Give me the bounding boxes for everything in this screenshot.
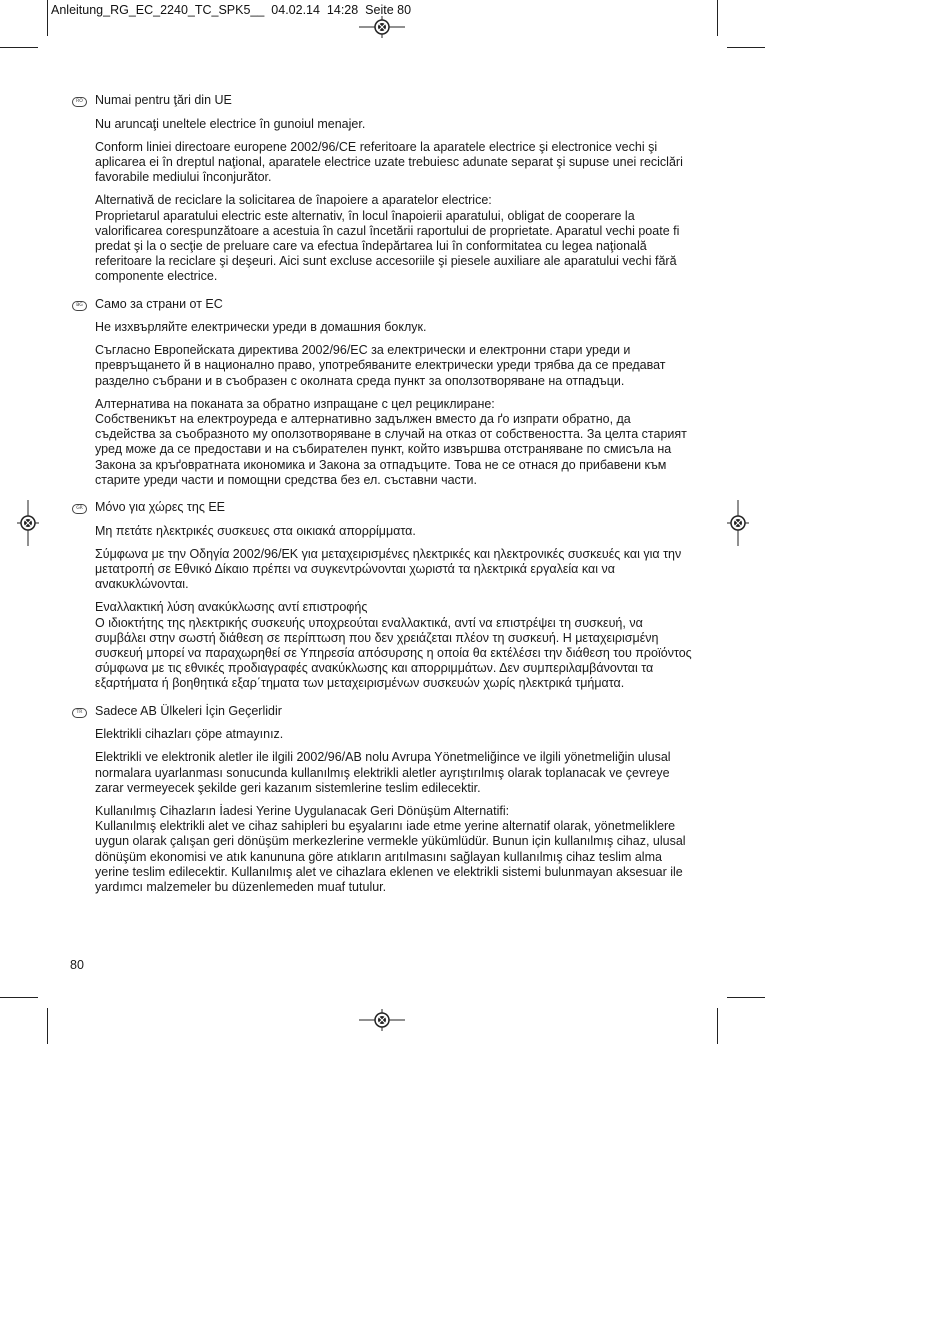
slug-time: 14:28	[326, 3, 359, 17]
crop-mark	[0, 47, 38, 48]
section-title: Μόνο για χώρες της ΕΕ	[95, 500, 225, 515]
crop-mark	[0, 997, 38, 998]
registration-mark-icon	[17, 500, 39, 546]
section-heading	[72, 93, 692, 109]
crop-mark	[727, 47, 765, 48]
paragraph: Σύμφωνα με την Οδηγία 2002/96/ΕΚ για μεταχειρισμένες ηλεκτρικές και ηλεκτρονικές συσκευές και για την μετατροπή σε Εθνικό Δίκαιο πρέπει να συγκεντρώνονται χωριστά τα ηλεκτρικά εργαλεία και να ανακυκλώνονται.	[95, 546, 682, 592]
registration-mark-icon	[359, 1009, 405, 1031]
paragraph: Conform liniei directoare europene 2002/96/CE referitoare la aparatele electrice şi electronice vechi şi aplicarea ei în dreptul naţional, aparatele electrice uzate trebuiesc adunate separat şi supuse unei reciclări favorabile mediului înconjurător.	[95, 139, 683, 185]
section-tr	[72, 704, 692, 896]
paragraph: Алтернатива на поканата за обратно изпращане с цел рециклиране: Собственикът на електроуреда е алтернативно задължен вместо да ґо изпрати обратно, да съдейства за съобразното му оползотворяване в случай на отказ от собствеността. За целта старият уред може да се предостави и на събирателен пункт, който извършва отстраняване по смисъла на Закона за кръґовратната икономика и Закона за отпадъците. Това не се отнася до прибавени към старите уреди части и помощни средства без ел. съставни части.	[95, 396, 687, 487]
paragraph: Εναλλακτική λύση ανακύκλωσης αντί επιστροφής Ο ιδιοκτήτης της ηλεκτρικής συσκευής υποχρεούται εναλλακτικά, αντί να επιστρέψει τη συσκευή, να συμβάλει στην σωστή διάθεση σε περίπτωση που δεν χρειάζεται πλέον τη συσκευή. Η μεταχειρισμένη συσκευή μπορεί να παραχωρηθεί σε Υπηρεσία απόσυρσης η οποία θα εκτέλέσει την διάθεση του προϊόντος σύμφωνα με τις εθνικές προδιαγραφές ανακύκλωσης και απορριμμάτων. Δεν συμπεριλαμβάνονται τα εξαρτήματα ή βοηθητικά εξαρ΄τηματα των μεταχειρισμένων συσκευών χωρίς ηλεκτρικά τμήματα.	[95, 600, 692, 691]
registration-mark-icon	[359, 16, 405, 38]
paragraph: Elektrikli cihazları çöpe atmayınız.	[95, 727, 284, 742]
slug-date: 04.02.14	[271, 3, 320, 17]
language-badge-icon: RO	[72, 97, 87, 107]
crop-mark	[717, 0, 718, 36]
paragraph: Kullanılmış Cihazların İadesi Yerine Uygulanacak Geri Dönüşüm Alternatifi: Kullanılmış elektrikli alet ve cihaz sahipleri bu eşyalarını iade etme yerine alternatif olarak, yönetmeliklere uygun olarak çalışan geri dönüşüm merkezlerine vermekle yükümlüdür. Bunun için kullanılmış cihaz, ulusal dönüşüm ekonomisi ve atık kanununa göre atıkların arıtılmasını sağlayan kullanılmış cihaz teslim alma yerine teslim edilecektir. Kullanılmış alet ve cihazlara eklenen ve elektrikli sistemi bulunmayan aksesuar ile yardımcı malzemeler bu düzenlemeden muaf tutulur.	[95, 803, 686, 894]
slug-file: Anleitung_RG_EC_2240_TC_SPK5__	[51, 3, 265, 17]
paragraph: Съгласно Европейската директива 2002/96/ЕС за електрически и електронни стари уреди и превръщането й в национално право, употребяваните електрически уреди трябва да се предават разделно събрани и в съобразен с околната среда пункт за оползотворяване на отпадъци.	[95, 343, 666, 388]
crop-mark	[47, 0, 48, 36]
crop-mark	[727, 997, 765, 998]
section-heading	[72, 500, 692, 516]
paragraph: Alternativă de reciclare la solicitarea de înapoiere a aparatelor electrice: Proprietarul aparatului electric este alternativ, în locul înapoierii aparatului, obligat de cooperare la valorificarea corespunzătoare a acestuia în cazul încetării raportului de proprietate. Aparatul vechi poate fi predat şi la o secţie de preluare care va efectua îndepărtarea lui în conformitatea cu legea naţională referitoare la reciclare şi deşeuri. Aici sunt excluse accesoriile şi piesele auxiliare ale aparatului vechi fără componente electrice.	[95, 193, 680, 284]
section-title: Само за страни от ЕС	[95, 296, 223, 311]
page-number: 80	[70, 958, 84, 972]
section-bg	[72, 297, 692, 489]
paragraph: Не изхвърляйте електрически уреди в домашния боклук.	[95, 320, 427, 335]
registration-mark-icon	[727, 500, 749, 546]
section-heading	[72, 704, 692, 720]
section-gr	[72, 500, 692, 692]
paragraph: Elektrikli ve elektronik aletler ile ilgili 2002/96/AB nolu Avrupa Yönetmeliğince ve ilgili yönetmeliğin ulusal normalara uyarlanması sonucunda kullanılmış elektrikli aletler ayrıştırılmış olarak toplanacak ve çevreye zarar vermeyecek şekilde geri kazanım sistemlerine teslim edilecektir.	[95, 750, 671, 795]
document-body	[72, 93, 692, 907]
paragraph: Μη πετάτε ηλεκτρικές συσκευες στα οικιακά απορρίμματα.	[95, 523, 416, 538]
section-ro	[72, 93, 692, 285]
language-badge-icon: GR	[72, 504, 87, 514]
section-heading	[72, 297, 692, 313]
language-badge-icon: TR	[72, 708, 87, 718]
slug-page: Seite 80	[365, 3, 412, 17]
language-badge-icon: BG	[72, 301, 87, 311]
crop-mark	[47, 1008, 48, 1044]
crop-mark	[717, 1008, 718, 1044]
section-title: Numai pentru ţări din UE	[95, 93, 232, 107]
paragraph: Nu aruncaţi uneltele electrice în gunoiul menajer.	[95, 116, 366, 131]
print-slug	[51, 3, 411, 17]
section-title: Sadece AB Ülkeleri İçin Geçerlidir	[95, 703, 282, 718]
